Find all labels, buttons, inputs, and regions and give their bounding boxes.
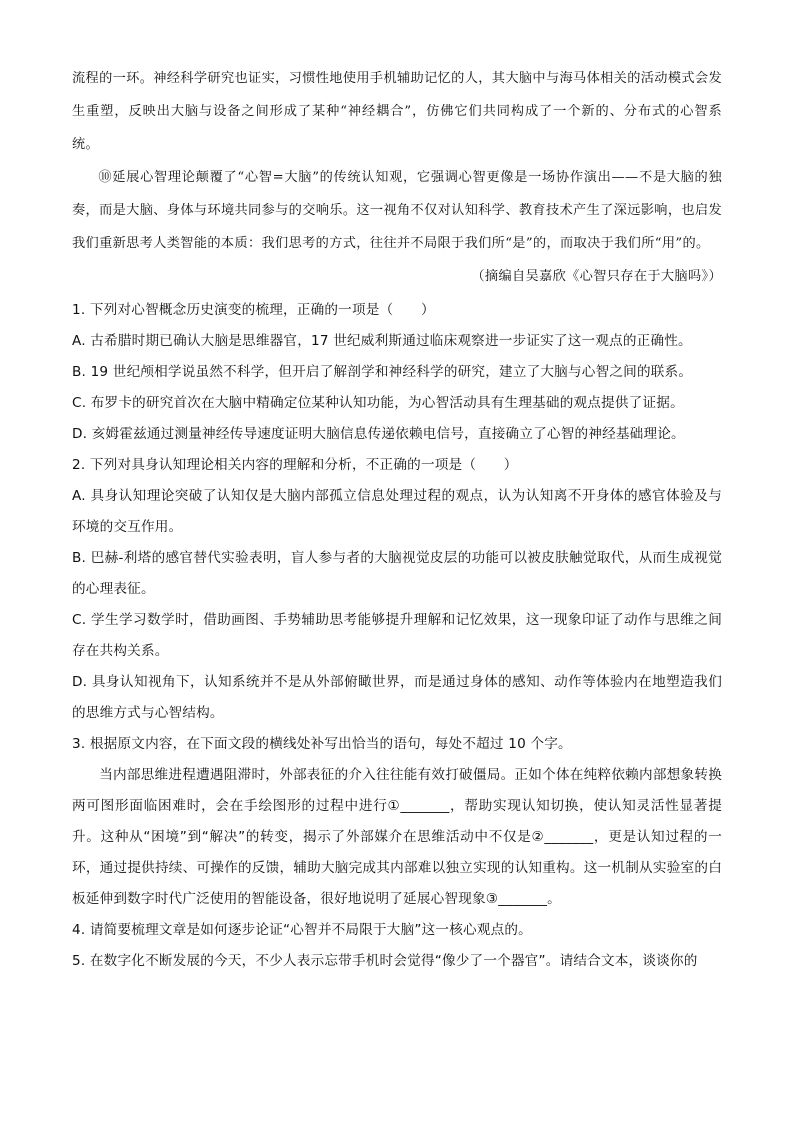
question-2-option-c: C. 学生学习数学时，借助画图、手势辅助思考能够提升理解和记忆效果，这一现象印证了动作与思维之间存在共构关系。 — [72, 612, 722, 659]
question-3 — [72, 729, 722, 915]
question-1-stem: 1. 下列对心智概念历史演变的梳理，正确的一项是（ ） — [72, 302, 435, 318]
question-4-stem: 4. 请简要梳理文章是如何逐步论证“心智并不局限于大脑”这一核心观点的。 — [72, 922, 532, 938]
article-paragraph-10: ⑩延展心智理论颠覆了“心智=大脑”的传统认知观，它强调心智更像是一场协作演出——不是大脑的独奏，而是大脑、身体与环境共同参与的交响乐。这一视角不仅对认知科学、教育技术产生了深远影响，也启发我们重新思考人类智能的本质：我们思考的方式，往往并不局限于我们所“是”的，而取决于我们所“用”的。 — [72, 170, 722, 251]
question-1-option-b: B. 19 世纪颅相学说虽然不科学，但开启了解剖学和神经科学的研究，建立了大脑与心智之间的联系。 — [72, 364, 693, 380]
question-1-option-a: A. 古希腊时期已确认大脑是思维器官，17 世纪威利斯通过临床观察进一步证实了这一观点的正确性。 — [72, 333, 692, 349]
question-2-option-a: A. 具身认知理论突破了认知仅是大脑内部孤立信息处理过程的观点，认为认知离不开身体的感官体验及与环境的交互作用。 — [72, 488, 722, 535]
question-2 — [72, 450, 722, 729]
question-2-option-b: B. 巴赫-利塔的感官替代实验表明，盲人参与者的大脑视觉皮层的功能可以被皮肤触觉取代，从而生成视觉的心理表征。 — [72, 550, 722, 597]
question-1 — [72, 295, 722, 450]
question-5-stem: 5. 在数字化不断发展的今天，不少人表示忘带手机时会觉得“像少了一个器官”。请结合文本，谈谈你的 — [72, 953, 698, 969]
article-paragraph-9: 流程的一环。神经科学研究也证实，习惯性地使用手机辅助记忆的人，其大脑中与海马体相关的活动模式会发生重塑，反映出大脑与设备之间形成了某种“神经耦合”，仿佛它们共同构成了一个新的、分布式的心智系统。 — [72, 71, 722, 152]
question-2-option-d: D. 具身认知视角下，认知系统并不是从外部俯瞰世界，而是通过身体的感知、动作等体验内在地塑造我们的思维方式与心智结构。 — [72, 674, 722, 721]
question-1-option-d: D. 亥姆霍兹通过测量神经传导速度证明大脑信息传递依赖电信号，直接确立了心智的神经基础理论。 — [72, 426, 685, 442]
question-1-option-c: C. 布罗卡的研究首次在大脑中精确定位某种认知功能，为心智活动具有生理基础的观点提供了证据。 — [72, 395, 684, 411]
article-source: （摘编自吴嘉欣《心智只存在于大脑吗》） — [471, 269, 722, 284]
question-3-stem: 3. 根据原文内容，在下面文段的横线处补写出恰当的语句，每处不超过 10 个字。 — [72, 736, 572, 752]
question-2-stem: 2. 下列对具身认知理论相关内容的理解和分析，不正确的一项是（ ） — [72, 457, 518, 473]
question-3-passage: 当内部思维进程遭遇阻滞时，外部表征的介入往往能有效打破僵局。正如个体在纯粹依赖内部想象转换两可图形面临困难时，会在手绘图形的过程中进行①_______，帮助实现认知切换，使认知灵活性显著提升。这种从“困境”到“解决”的转变，揭示了外部媒介在思维活动中不仅是②_______，更是认知过程的一环，通过提供持续、可操作的反馈，辅助大脑完成其内部难以独立实现的认知重构。这一机制从实验室的白板延伸到数字时代广泛使用的智能设备，很好地说明了延展心智现象③_______。 — [72, 767, 722, 907]
